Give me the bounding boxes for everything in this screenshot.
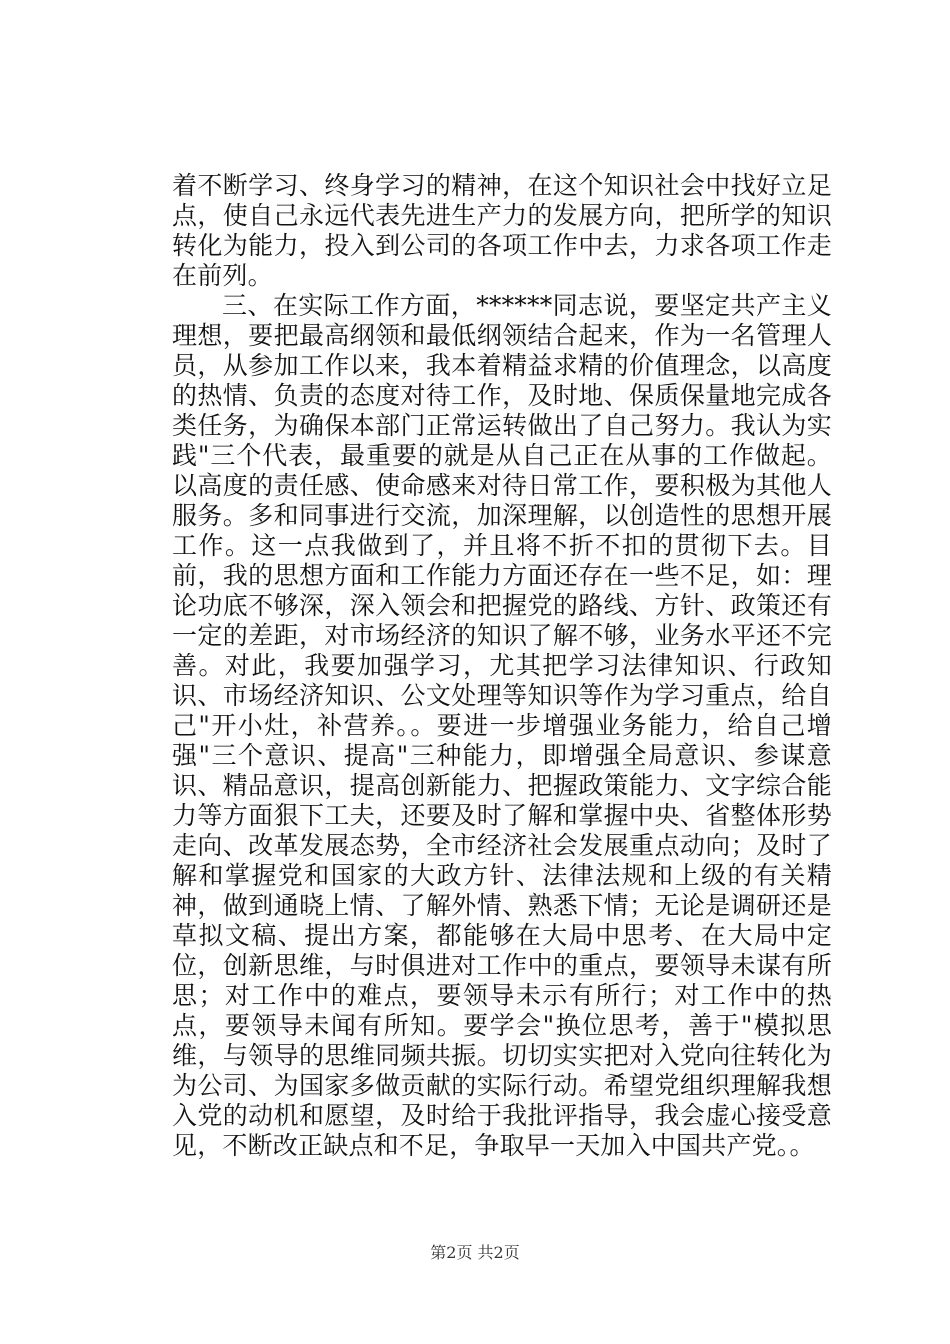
page-number: 第2页 共2页 xyxy=(430,1243,520,1262)
paragraph-section-three: 三、在实际工作方面，******同志说，要坚定共产主义理想，要把最高纲领和最低纲领结合起来，作为一名管理人员，从参加工作以来，我本着精益求精的价值理念，以高度的热情、负责的态度对待工作，及时地、保质保量地完成各类任务，为确保本部门正常运转做出了自己努力。我认为实践"三个代表，最重要的就是从自己正在从事的工作做起。以高度的责任感、使命感来对待日常工作，要积极为其他人服务。多和同事进行交流，加深理解，以创造性的思想开展工作。这一点我做到了，并且将不折不扣的贯彻下去。目前，我的思想方面和工作能力方面还存在一些不足，如：理论功底不够深，深入领会和把握党的路线、方针、政策还有一定的差距，对市场经济的知识了解不够，业务水平还不完善。对此，我要加强学习，尤其把学习法律知识、行政知识、市场经济知识、公文处理等知识等作为学习重点，给自己"开小灶，补营养。。要进一步增强业务能力，给自己增强"三个意识、提高"三种能力，即增强全局意识、参谋意识、精品意识，提高创新能力、把握政策能力、文字综合能力等方面狠下工夫，还要及时了解和掌握中央、省整体形势走向、改革发展态势，全市经济社会发展重点动向；及时了解和掌握党和国家的大政方针、法律法规和上级的有关精神，做到通晓上情、了解外情、熟悉下情；无论是调研还是草拟文稿、提出方案，都能够在大局中思考、在大局中定位，创新思维，与时俱进对工作中的重点，要领导未谋有所思；对工作中的难点，要领导未示有所行；对工作中的热点，要领导未闻有所知。要学会"换位思考，善于"模拟思维，与领导的思维同频共振。切切实实把对入党向往转化为为公司、为国家多做贡献的实际行动。希望党组织理解我想入党的动机和愿望，及时给于我批评指导，我会虚心接受意见，不断改正缺点和不足，争取早一天加入中国共产党。。 xyxy=(172,291,832,1160)
document-body xyxy=(172,171,832,1161)
paragraph-continuation: 着不断学习、终身学习的精神，在这个知识社会中找好立足点，使自己永远代表先进生产力的发展方向，把所学的知识转化为能力，投入到公司的各项工作中去，力求各项工作走在前列。 xyxy=(172,171,832,290)
page-footer xyxy=(0,1240,950,1263)
